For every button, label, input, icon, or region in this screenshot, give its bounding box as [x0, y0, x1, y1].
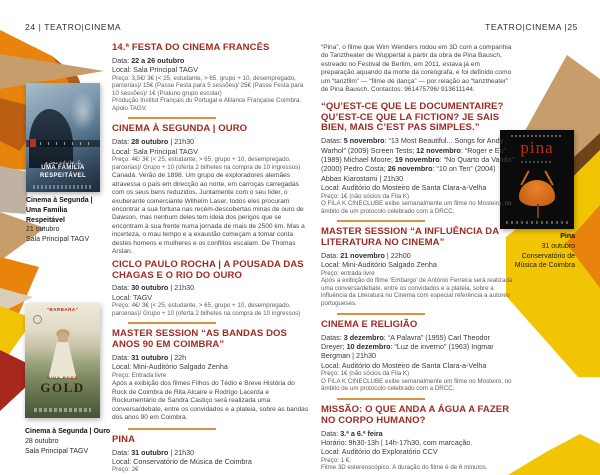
caption-film-title: Uma Família Respeitável — [26, 206, 68, 224]
article-meta-line: Local: Conservatório de Música de Coimbra — [112, 456, 252, 466]
poster-title: GOLD — [40, 380, 85, 396]
poster-subtitle-strip — [521, 161, 554, 163]
article — [321, 102, 515, 223]
article-small-line: Preço: 1€ (não sócios da Fila K) — [321, 192, 410, 200]
caption-venue: Sala Principal TAGV — [26, 236, 90, 244]
article-small-line: Preço: 2€ — [112, 466, 139, 474]
article-title: MASTER SESSION “A INFLUÊNCIA DA LITERATURA NO CINEMA” — [321, 226, 499, 249]
section-divider — [128, 428, 216, 430]
article-title: MISSÃO: O QUE ANDA A ÁGUA A FAZER NO CORPO HUMANO? — [321, 403, 510, 426]
article-small-line: Preço: Entrada livre — [112, 371, 167, 379]
article-title: PINA — [112, 433, 136, 445]
article-meta-line: Data: 30 outubro | 21h30 — [112, 283, 195, 293]
column-right-articles — [321, 102, 515, 475]
poster-uma-familia-respeitavel — [26, 83, 100, 192]
article-title: CINEMA À SEGUNDA | OURO — [112, 123, 248, 135]
poster-tagline: “BARBARA” — [46, 307, 79, 312]
section-divider — [337, 220, 425, 222]
article-small-line: Preço: 3,5€/ 3€ (< 25, estudante, > 65, grupo + 10, desempregado, parcerias)/ 15€ (Passe Festa para 5 sessões)/ 25€ (Passe Festa para 10 sessões)/ 1€ (P/aluno grupo escolar) — [112, 74, 304, 97]
article-title: 14.ª FESTA DO CINEMA FRANCÊS — [112, 42, 270, 53]
poster-top-credits-strip — [511, 135, 563, 137]
article-title: “QU’EST-CE QUE LE DOCUMENTAIRE? QU’EST-CE QUE LA FICTION? JE SAIS BIEN, MAIS C’EST PAS SIMPLES.” — [321, 100, 504, 134]
article — [112, 435, 310, 474]
article — [321, 227, 515, 314]
article-meta-line: Data: 28 outubro | 21h30 — [112, 137, 195, 147]
caption-date: 28 outubro — [25, 437, 59, 445]
caption-venue-line1: Conservatório de — [521, 252, 575, 260]
article-meta-line: Local: Mini-Auditório Salgado Zenha — [112, 362, 228, 372]
article-small-line: Após a exibição do filme ‘Embargo’ de António Ferreira será realizada uma conversa/debate, entre os convidados e a plateia, sobre a influência da Literatura no Cinema com especial referência a autores portugueses. — [321, 277, 513, 308]
article — [112, 124, 310, 256]
caption-date: 31 outubro — [541, 242, 575, 250]
article-meta-line: Local: Sala Principal TAGV — [112, 146, 199, 156]
caption-venue: Sala Principal TAGV — [25, 447, 89, 455]
poster-persian-title: یک خانواده محترم — [44, 159, 82, 166]
article-meta-line: Local: Auditório do Mosteiro de Santa Clara-a-Velha — [321, 360, 487, 370]
article-meta-line: Datas: 3 dezembro: “A Palavra” (1955) Carl Theodor Dreyer; 10 dezembro: “Luz de inverno” (1963) Ingmar Bergman | 21h30 — [321, 332, 494, 361]
article-desc-line: Canadá. Verão de 1898. Um grupo de exploradores alemães atravessa o país em direcção ao norte, em carroças carregadas com os seus bens reduzidos. Juntamente com o seu líder, o exuberante comerciante Wilhelm Laser, todos eles procuram encontrar a sua fortuna nas recém-descobertas minas de ouro de Dawson, mas nenhum deles tem ideia dos perigos que se encontram à sua frente numa jornada de mais de 2500 km. Mas a incerteza, o mau tempo e a exaustão começam a tomar conta destes homens e mulheres e os conflitos escalam. De Thomas Arslan. — [112, 172, 305, 256]
column-right — [321, 44, 515, 475]
poster-dancer-skirt — [519, 180, 555, 206]
article-title: MASTER SESSION “AS BANDAS DOS ANOS 90 EM COIMBRA” — [112, 328, 287, 351]
article-small-line: Filme 3D estereoscópico. A duração do filme é de 6 minutos. — [321, 464, 488, 472]
poster-dancer-leg — [537, 204, 539, 218]
poster-laurels-band — [26, 140, 100, 147]
article-small-line: O FILA K CINECLUBE exibe semanalmente um filme no Mosteiro, no âmbito de um protocolo celebrado com a DRCC. — [321, 200, 512, 215]
section-divider — [337, 398, 425, 400]
article-small-line: Preço: 1€ (não sócios da Fila K) — [321, 369, 410, 377]
section-divider — [128, 322, 216, 324]
poster-ghost-face — [70, 91, 97, 132]
caption-series: Cinema à Segunda | — [26, 197, 93, 204]
caption-series: Cinema à Segunda | Ouro — [25, 428, 111, 435]
article-meta-line: Data: 31 outubro | 22h — [112, 353, 187, 363]
caption-venue-line2: Música de Coimbra — [514, 262, 575, 270]
article-meta-line: Local: TAGV — [112, 292, 153, 302]
article-meta-line: Datas: 5 novembro: “13 Most Beautiful... Songs for Andy Warhol” (2009) Screen Tests; 12 novembro: “Roger e Eu” (1989) Michael Moore; 19 novembro: “No Quarto da Vanda” (2000) Pedro Costa; 26 novembro: “10 on Ten” (2004) Abbas Kiarostami | 21h30 — [321, 136, 514, 183]
poster-actor-name: NINA HOSS — [46, 375, 79, 381]
article-small-line: Preço: 4€/ 3€ (< 25, estudante, > 65, grupo + 10, desempregado, parcerias)/ Grupo + 10 (oferta 2 bilhetes na compra de 10 ingressos) — [112, 156, 301, 171]
poster-caption-uma-familia — [26, 196, 108, 245]
article — [112, 43, 310, 119]
poster-red-label — [30, 139, 36, 147]
article-meta-line: Local: Mini-Auditório Salgado Zenha — [321, 260, 437, 270]
intro-paragraph: “Pina”, o filme que Wim Wenders rodou em 3D com a companhia do Tanztheater de Wuppertal a partir da obra de Pina Bausch, estreado no Festival de Berlim, em 2011, estava já em preparação aquando da morte da coreógrafa, e foi definido como um “tanzfilm” — “filme de dança” — por relação ao “tanztheater” de Pina Bausch. Contactos: 961475796/ 913611144. — [321, 44, 512, 94]
poster-woman-head — [58, 332, 68, 344]
poster-woman-blouse — [49, 342, 77, 378]
poster-title — [26, 165, 100, 180]
article-meta-line: Local: Sala Principal TAGV — [112, 65, 199, 75]
article-meta-line: Data: 22 a 26 outubro — [112, 55, 185, 65]
article-meta-line: Data: 21 novembro | 22h00 — [321, 251, 411, 261]
article-small-line: Produção Institut Français du Portugal e Alliance Française Coimbra. Apoio TAGV. — [112, 97, 302, 112]
article-desc-line: Após a exibição dos filmes Filhos do Tédio e Breve História do Rock de Coimbra de Rita Alcaire e Rodrigo Lacerda e Rockumentário de Sandra Castiço será realizada uma conversa/debate, entre os convidados e a plateia, sobre as bandas dos anos 90 em Coimbra. — [112, 380, 309, 422]
page-number-right: TEATRO|CINEMA |25 — [485, 22, 578, 32]
article-small-line: Preço: 1 €. — [321, 456, 351, 464]
article-meta-line: Local: Auditório do Mosteiro de Santa Clara-a-Velha — [321, 183, 487, 193]
article — [321, 405, 515, 475]
article-title: CICLO PAULO ROCHA | A POUSADA DAS CHAGAS E O RIO DO OURO — [112, 258, 304, 281]
caption-date: 21 outubro — [26, 226, 60, 234]
section-divider — [128, 117, 216, 119]
section-divider — [337, 313, 425, 315]
article — [112, 329, 310, 429]
article — [321, 320, 515, 400]
poster-bottom-credits-strip — [506, 221, 568, 224]
article-title: CINEMA E RELIGIÃO — [321, 318, 418, 330]
poster-gold — [25, 303, 100, 418]
article — [112, 260, 310, 325]
article-meta-line: Local: Auditório do Exploratório CCV — [321, 447, 438, 457]
article-meta-line: Data: 31 outubro | 21h30 — [112, 447, 195, 457]
caption-film-title: Pina — [560, 233, 575, 240]
poster-credits-strip — [33, 185, 92, 189]
article-meta-line: Data: 3.ª a 6.ª feira — [321, 428, 383, 438]
article-small-line: Preço: 4€/ 3€ (< 25, estudante, > 65, grupo + 10, desempregado, parcerias)/ Grupo + 10 (oferta 2 bilhetes na compra de 10 ingressos) — [112, 302, 301, 317]
poster-caption-ouro — [25, 427, 113, 456]
page-number-left: 24 | TEATRO|CINEMA — [25, 22, 122, 32]
poster-credits-strip — [34, 408, 91, 412]
column-left — [112, 43, 310, 475]
article-small-line: Preço: entrada livre — [321, 269, 375, 277]
article-meta-line: Horário: 9h30-13h | 14h-17h30, com marcação. — [321, 437, 473, 447]
article-small-line: O FILA K CINECLUBE exibe semanalmente um filme no Mosteiro, no âmbito de um protocolo celebrado com a DRCC. — [321, 377, 512, 393]
poster-title-line2: RESPEITÁVEL — [39, 172, 87, 179]
poster-title: pina — [520, 138, 554, 157]
poster-title-line1: UMA FAMÍLIA — [41, 165, 85, 172]
poster-festival-badge — [33, 315, 42, 324]
